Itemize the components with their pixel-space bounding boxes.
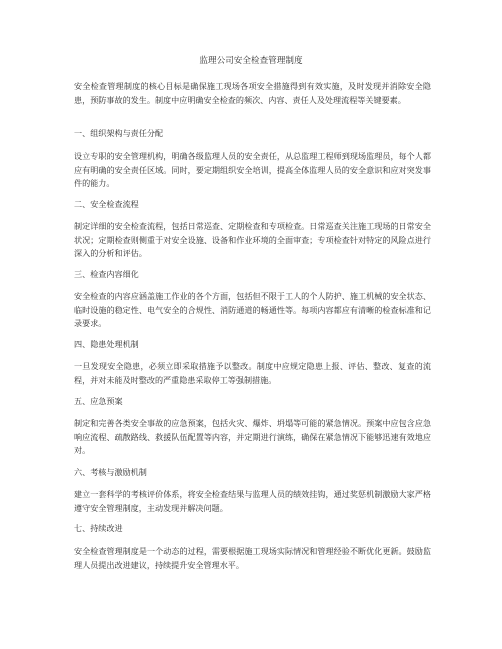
section-body-5: 制定和完善各类安全事故的应急预案，包括火灾、爆炸、坍塌等可能的紧急情况。预案中应包含应急响应流程、疏散路线、救援队伍配置等内容，并定期进行演练，确保在紧急情况下能够迅速有效地应对。 — [74, 418, 431, 456]
section-heading-1: 一、组织架构与责任分配 — [74, 128, 164, 138]
section-body-3: 安全检查的内容应涵盖施工作业的各个方面，包括但不限于工人的个人防护、施工机械的安全状态、临时设施的稳定性、电气安全的合规性、消防通道的畅通性等。每项内容都应有清晰的检查标准和记录要求。 — [74, 291, 431, 329]
section-heading-4: 四、隐患处理机制 — [74, 339, 139, 349]
section-heading-2: 二、安全检查流程 — [74, 199, 139, 209]
section-heading-3: 三、检查内容细化 — [74, 269, 139, 279]
section-body-6: 建立一套科学的考核评价体系，将安全检查结果与监理人员的绩效挂钩，通过奖惩机制激励大家严格遵守安全管理制度，主动发现并解决问题。 — [74, 489, 431, 513]
section-heading-5: 五、应急预案 — [74, 396, 123, 406]
section-body-2: 制定详细的安全检查流程，包括日常巡查、定期检查和专项检查。日常巡查关注施工现场的日常安全状况；定期检查则侧重于对安全设施、设备和作业环境的全面审查；专项检查针对特定的风险点进行深入的分析和评估。 — [74, 221, 431, 259]
section-body-1: 设立专职的安全管理机构，明确各级监理人员的安全责任，从总监理工程师到现场监理员，每个人都应有明确的安全责任区域。同时，要定期组织安全培训，提高全体监理人员的安全意识和应对突发事件的能力。 — [74, 151, 431, 189]
document-title: 监理公司安全检查管理制度 — [199, 56, 303, 66]
section-body-7: 安全检查管理制度是一个动态的过程，需要根据施工现场实际情况和管理经验不断优化更新。鼓励监理人员提出改进建议，持续提升安全管理水平。 — [74, 546, 431, 570]
section-body-4: 一旦发现安全隐患，必须立即采取措施予以整改。制度中应规定隐患上报、评估、整改、复查的流程，并对未能及时整改的严重隐患采取停工等强制措施。 — [74, 361, 431, 385]
intro-paragraph: 安全检查管理制度的核心目标是确保施工现场各项安全措施得到有效实施，及时发现并消除安全隐患，预防事故的发生。制度中应明确安全检查的频次、内容、责任人及处理流程等关键要素。 — [74, 81, 431, 105]
section-heading-6: 六、考核与激励机制 — [74, 467, 147, 477]
section-heading-7: 七、持续改进 — [74, 523, 123, 533]
